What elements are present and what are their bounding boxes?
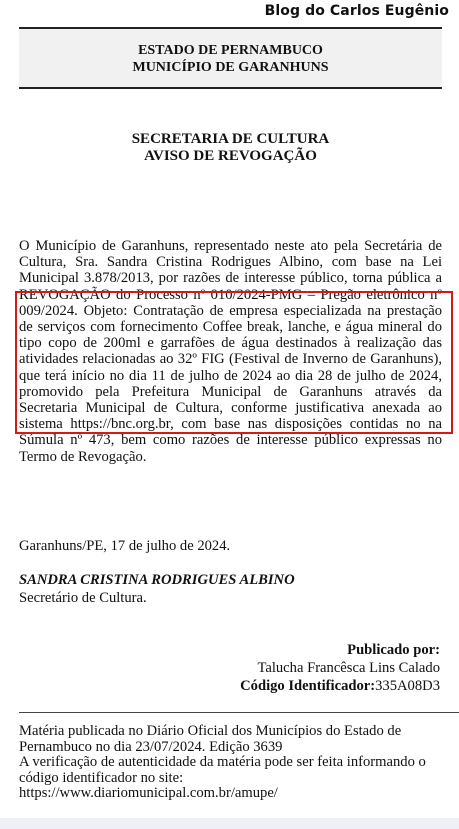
document-header (19, 27, 442, 89)
footer-verification-note: A verificação de autenticidade da matéria pode ser feita informando o código identificador no site: (19, 754, 426, 786)
footer-site-link[interactable]: https://www.diariomunicipal.com.br/amupe/ (19, 785, 278, 802)
signer-name: SANDRA CRISTINA RODRIGUES ALBINO (19, 572, 295, 588)
signer-role: Secretário de Cultura. (19, 590, 147, 606)
bottom-strip (0, 818, 459, 829)
identifier-label: Código Identificador: (240, 678, 376, 694)
notice-title (19, 131, 442, 165)
notice-body: O Município de Garanhuns, representado neste ato pela Secretária de Cultura, Sra. Sandra Cristina Rodrigues Albino, com base na Lei Municipal 3.878/2013, por razões de interesse público, torna pública a REVOGAÇÃO do Processo nº 010/2024-PMG – Pregão eletrônico nº 009/2024. Objeto: Contratação de empresa especializada na prestação de serviços com fornecimento Coffee break, lanche, e água mineral do tipo copo de 200ml e garrafões de água destinados à realização das atividades relacionadas ao 32º FIG (Festival de Inverno de Garanhuns), que terá início no dia 11 de julho de 2024 ao dia 28 de julho de 2024, promovido pela Prefeitura Municipal de Garanhuns através da Secretaria Municipal de Cultura, conforme justificativa anexada ao sistema https://bnc.org.br, com base nas disposições contidas no na Súmula nº 473, bem como razões de interesse público expressas no Termo de Revogação. (19, 238, 442, 465)
identifier-row (240, 677, 440, 695)
header-state: ESTADO DE PERNAMBUCO (138, 43, 323, 58)
notice-date: Garanhuns/PE, 17 de julho de 2024. (19, 538, 231, 554)
title-notice-type: AVISO DE REVOGAÇÃO (144, 148, 317, 164)
publication-footer (19, 724, 442, 802)
published-by-label: Publicado por: (347, 642, 440, 658)
header-municipality: MUNICÍPIO DE GARANHUNS (132, 60, 329, 75)
blog-watermark: Blog do Carlos Eugênio (264, 3, 449, 19)
publisher-name: Talucha Francêsca Lins Calado (257, 660, 440, 676)
identifier-code: 335A08D3 (375, 678, 440, 694)
footer-divider (19, 712, 459, 713)
title-department: SECRETARIA DE CULTURA (131, 131, 330, 147)
footer-publication-note: Matéria publicada no Diário Oficial dos Municípios do Estado de Pernambuco no dia 23/07/2024. Edição 3639 (19, 723, 402, 755)
publication-info (240, 641, 440, 695)
